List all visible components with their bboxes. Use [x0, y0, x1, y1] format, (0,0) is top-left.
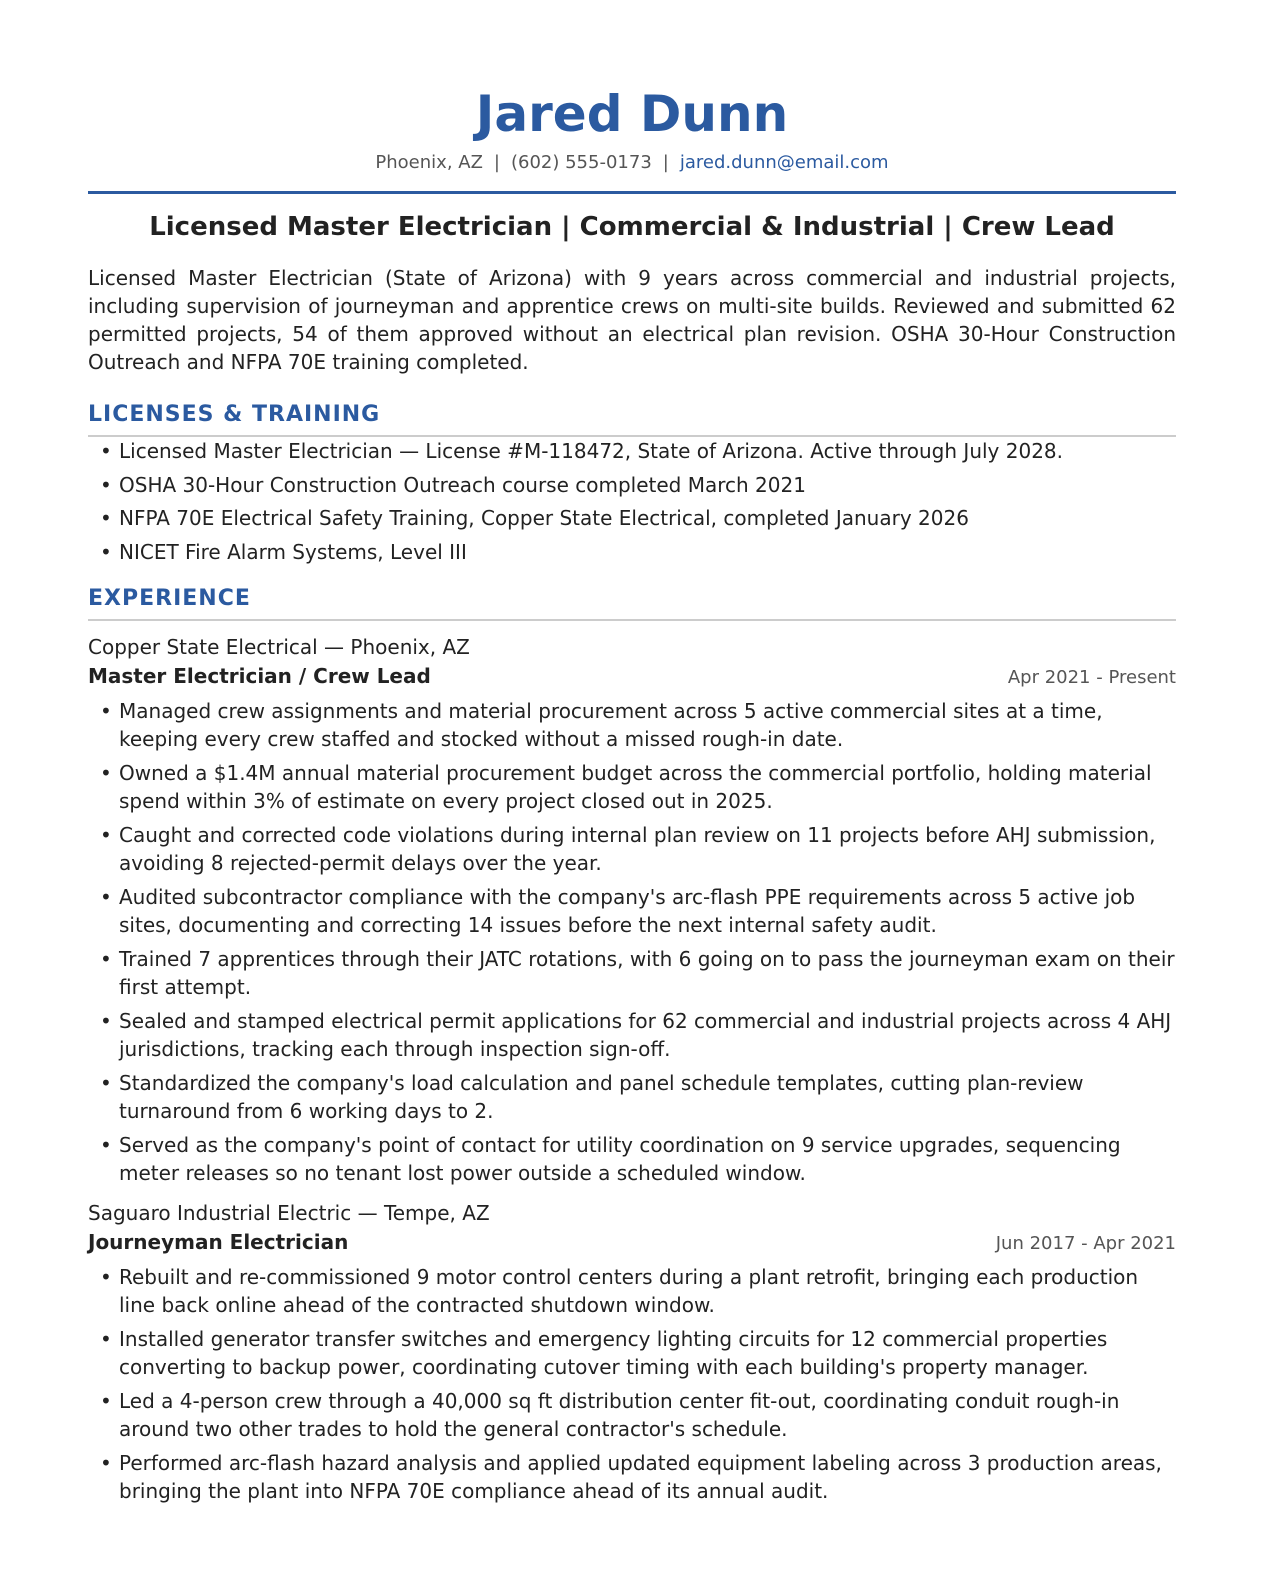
- list-item: • NFPA 70E Electrical Safety Training, Copper State Electrical, completed January 2026: [88, 504, 1176, 532]
- email-link[interactable]: jared.dunn@email.com: [679, 152, 889, 173]
- role-row: [88, 1228, 1176, 1258]
- list-item: • Audited subcontractor compliance with the company's arc-flash PPE requirements across 5 active job sites, documenting and correcting 14 issues before the next internal safety audit.: [88, 883, 1176, 939]
- list-item: • Served as the company's point of contact for utility coordination on 9 service upgrades, sequencing meter releases so no tenant lost power outside a scheduled window.: [88, 1131, 1176, 1187]
- section-title-licenses: LICENSES & TRAINING: [88, 401, 1176, 437]
- list-item: • Standardized the company's load calculation and panel schedule templates, cutting plan-review turnaround from 6 working days to 2.: [88, 1069, 1176, 1125]
- job-entry: [88, 633, 1176, 1187]
- contact-separator: |: [493, 152, 500, 173]
- header-divider: [88, 191, 1176, 194]
- contact-line: [88, 149, 1176, 177]
- job-bullets: [88, 697, 1176, 1187]
- list-item: • Licensed Master Electrician — License #M-118472, State of Arizona. Active through July 2028.: [88, 437, 1176, 465]
- list-item: • Managed crew assignments and material procurement across 5 active commercial sites at a time, keeping every crew staffed and stocked without a missed rough-in date.: [88, 697, 1176, 753]
- list-item: • Caught and corrected code violations during internal plan review on 11 projects before AHJ submission, avoiding 8 rejected-permit delays over the year.: [88, 821, 1176, 877]
- job-bullets: [88, 1263, 1176, 1505]
- list-item: • OSHA 30-Hour Construction Outreach course completed March 2021: [88, 471, 1176, 499]
- role-row: [88, 662, 1176, 692]
- summary-paragraph: Licensed Master Electrician (State of Arizona) with 9 years across commercial and industrial projects, including supervision of journeyman and apprentice crews on multi-site builds. Reviewed and submitted 62 permitted projects, 54 of them approved without an electrical plan revision. OSHA 30-Hour Construction Outreach and NFPA 70E training completed.: [88, 266, 1176, 374]
- section-title-experience: EXPERIENCE: [88, 585, 1176, 621]
- location: Phoenix, AZ: [375, 152, 483, 173]
- licenses-list: [88, 437, 1176, 566]
- job-title: Master Electrician / Crew Lead: [88, 663, 431, 688]
- list-item: • Installed generator transfer switches and emergency lighting circuits for 12 commercial properties converting to backup power, coordinating cutover timing with each building's property manager.: [88, 1325, 1176, 1381]
- list-item: • Led a 4-person crew through a 40,000 sq ft distribution center fit-out, coordinating conduit rough-in around two other trades to hold the general contractor's schedule.: [88, 1387, 1176, 1443]
- professional-headline: Licensed Master Electrician | Commercial & Industrial | Crew Lead: [149, 212, 1115, 242]
- company-name: Copper State Electrical — Phoenix, AZ: [88, 634, 470, 659]
- phone: (602) 555-0173: [510, 152, 652, 173]
- list-item: • Rebuilt and re-commissioned 9 motor control centers during a plant retrofit, bringing each production line back online ahead of the contracted shutdown window.: [88, 1263, 1176, 1319]
- contact-separator: |: [662, 152, 669, 173]
- list-item: • Sealed and stamped electrical permit applications for 62 commercial and industrial projects across 4 AHJ jurisdictions, tracking each through inspection sign-off.: [88, 1007, 1176, 1063]
- list-item: • Owned a $1.4M annual material procurement budget across the commercial portfolio, holding material spend within 3% of estimate on every project closed out in 2025.: [88, 759, 1176, 815]
- list-item: • Trained 7 apprentices through their JATC rotations, with 6 going on to pass the journeyman exam on their first attempt.: [88, 945, 1176, 1001]
- job-dates: Apr 2021 - Present: [1007, 666, 1176, 688]
- job-entry: [88, 1199, 1176, 1505]
- candidate-name: Jared Dunn: [475, 85, 789, 143]
- job-title: Journeyman Electrician: [88, 1229, 349, 1254]
- company-name: Saguaro Industrial Electric — Tempe, AZ: [88, 1200, 490, 1225]
- list-item: • Performed arc-flash hazard analysis and applied updated equipment labeling across 3 production areas, bringing the plant into NFPA 70E compliance ahead of its annual audit.: [88, 1449, 1176, 1505]
- list-item: • NICET Fire Alarm Systems, Level III: [88, 538, 1176, 566]
- job-dates: Jun 2017 - Apr 2021: [995, 1232, 1176, 1254]
